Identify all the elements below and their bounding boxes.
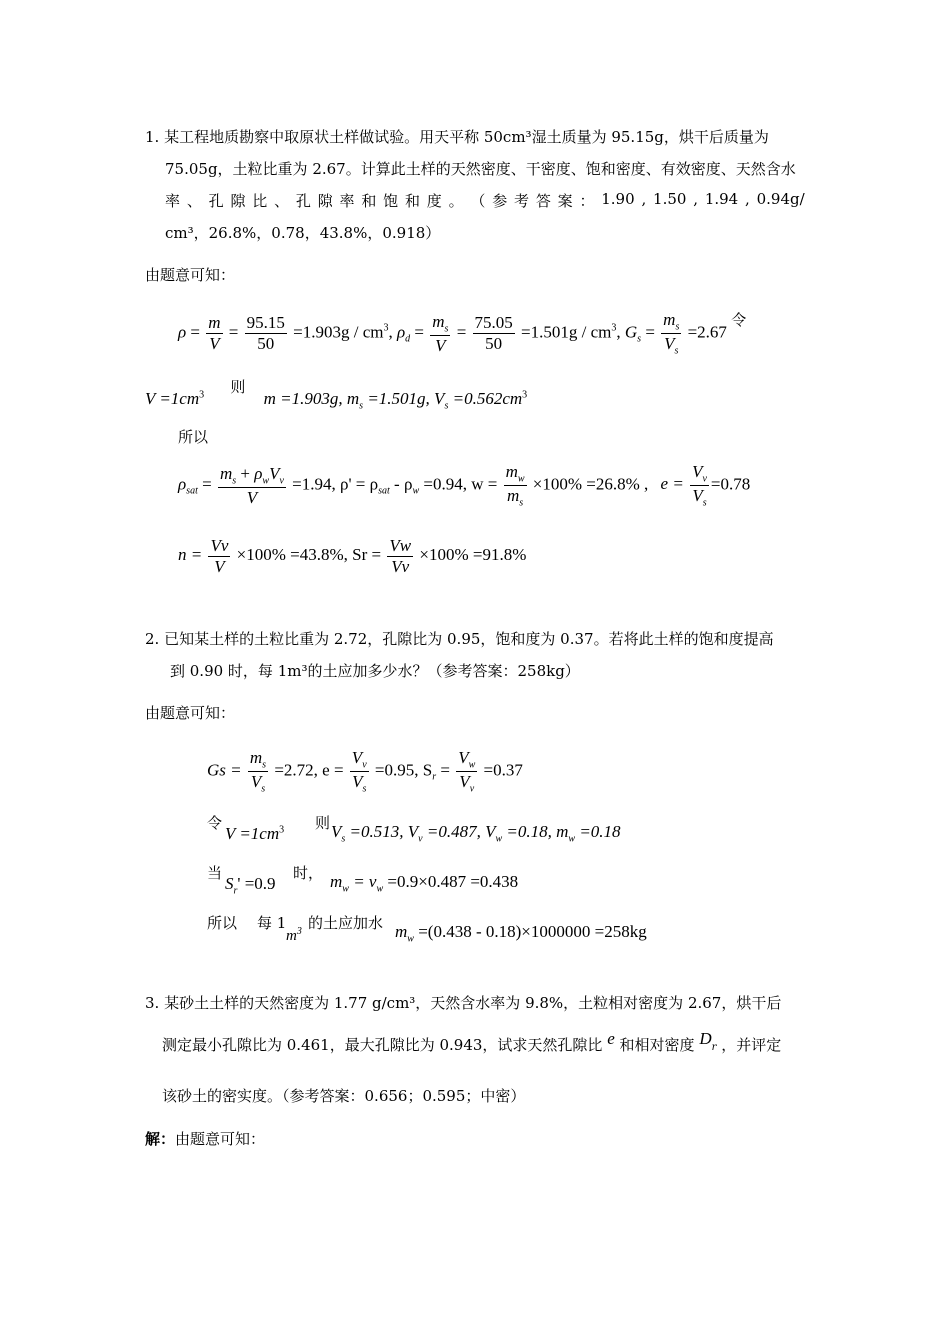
- problem2-eq1: Gs = $\frac{m_s}{V_s}$ =2.72, e = $\frac{V_v}{V_s}$ =0.95, $S_r$ = $\frac{V_w}{V_v}$ =0.37: [207, 748, 523, 795]
- problem2-eq4: $m_w =(0.438 - 0.18)\times 1000000 =258kg$: [395, 922, 647, 945]
- problem2-unit: $m^3$: [286, 926, 302, 944]
- problem3-line3: 该砂土的密实度。（参考答案：0.656；0.595；中密）: [162, 1087, 526, 1105]
- problem1-eq3: $\rho_{sat}$ = $\frac{m_s + \rho_wV_v}{V}$ =1.94, $\rho' = \rho_{sat} - \rho_w =0.94$, w = $\frac{m_w}{m_s}$ ×100% =26.8% , e = $\frac{V_v}{V_s}$ =0.78: [178, 462, 751, 509]
- problem2-shi: 时，: [293, 864, 324, 882]
- problem1-line3-token: 和: [361, 192, 377, 210]
- problem1-line3-token: ：: [579, 192, 595, 210]
- problem2-mei: 每 1: [257, 914, 287, 932]
- problem1-line3-token: ,: [641, 190, 647, 208]
- problem2-eq2-rhs: $V_s =0.513$, $V_v =0.487$, $V_w =0.18$, $m_w =0.18$: [331, 822, 621, 845]
- problem1-suoyi: 所以: [178, 428, 209, 446]
- problem1-line3-token: 比: [252, 192, 268, 210]
- problem1-line3-token: 1.90: [601, 190, 635, 208]
- problem1-line3-token: 率: [165, 192, 181, 210]
- problem1-line3-token: 孔: [208, 192, 224, 210]
- problem2-line2: 到 0.90 时，每 1m³的土应加多少水？（参考答案：258kg）: [170, 662, 580, 680]
- problem2-suoyi: 所以: [207, 914, 238, 932]
- problem1-line3-token: 1.50: [653, 190, 687, 208]
- problem3-line2: 测定最小孔隙比为 0.461，最大孔隙比为 0.943，试求天然孔隙比 e 和相对密度 $D_r$ ，并评定: [162, 1029, 782, 1054]
- problem3-given: 由题意可知：: [175, 1130, 266, 1148]
- problem1-line3-token: 、: [274, 192, 290, 210]
- problem1-line2: 75.05g，土粒比重为 2.67。计算此土样的天然密度、干密度、饱和密度、有效密度、天然含水: [165, 160, 796, 178]
- problem3-solution: [145, 1128, 265, 1149]
- problem1-line1: 1. 某工程地质勘察中取原状土样做试验。用天平称 50cm³湿土质量为 95.15g，烘干后质量为: [145, 128, 769, 146]
- problem2-eq3-lhs: $S_r' =0.9$: [225, 874, 276, 897]
- problem2-line1: 2. 已知某土样的土粒比重为 2.72，孔隙比为 0.95，饱和度为 0.37。若将此土样的饱和度提高: [145, 630, 774, 648]
- problem2-ze: 则: [315, 814, 331, 832]
- problem1-line3-token: 1.94: [704, 190, 739, 208]
- problem1-given: 由题意可知：: [145, 266, 236, 284]
- problem2-dang: 当: [207, 864, 223, 882]
- problem1-line3-token: 参: [492, 192, 508, 210]
- problem2-ling: 令: [207, 814, 223, 832]
- problem2-eq3-rhs: $m_w = v_w =0.9\times 0.487 =0.438$: [330, 872, 519, 895]
- problem3-jie: 解：: [145, 1130, 176, 1148]
- problem1-eq4: n = $\frac{Vv}{V}$ ×100% =43.8%, Sr = $\frac{Vw}{Vv}$ ×100% =91.8%: [178, 536, 527, 576]
- problem1-line4: cm³，26.8%，0.78，43.8%，0.918）: [165, 224, 441, 242]
- problem1-line3-token: 孔: [295, 192, 311, 210]
- problem2-given: 由题意可知：: [145, 704, 236, 722]
- problem1-line3-token: 和: [404, 192, 420, 210]
- problem1-line3-token: （: [470, 192, 486, 210]
- problem2-jia: 的土应加水: [308, 914, 384, 932]
- problem1-line3-token: 。: [448, 192, 464, 210]
- problem1-line3-token: 率: [339, 192, 355, 210]
- problem1-line3-token: 案: [557, 192, 573, 210]
- problem1-line3-token: 0.94g/: [756, 190, 805, 208]
- problem1-line3-token: 饱: [383, 192, 399, 210]
- problem1-line3-token: 答: [535, 192, 551, 210]
- problem1-line3-token: 考: [514, 192, 530, 210]
- problem1-line3-token: 隙: [230, 192, 246, 210]
- problem1-line3-token: ,: [745, 190, 750, 208]
- problem3-line1: 3. 某砂土土样的天然密度为 1.77 g/cm³，天然含水率为 9.8%，土粒相对密度为 2.67，烘干后: [145, 994, 782, 1012]
- problem1-eq1: ρ = $\frac{m}{V}$ = $\frac{95.15}{50}$ $=1.903g / cm^3$, $\rho_d$ = $\frac{m_s}{V}$ = $\frac{75.05}{50}$ $=1.501g / cm^3$, $G_s$ = $\frac{m_s}{V_s}$ =2.67 令: [178, 310, 747, 357]
- problem1-line3-token: ,: [693, 190, 699, 208]
- problem1-line3-token: 、: [186, 192, 202, 210]
- problem2-eq2-lhs: $V =1cm^3$: [225, 824, 285, 843]
- problem1-eq2: $V =1cm^3$ 则 m =1.903g, $m_s =1.501g$, $V_s =0.562cm^3$: [145, 380, 528, 412]
- problem1-line3-token: 隙: [317, 192, 333, 210]
- problem1-line3: [165, 190, 805, 211]
- problem1-line3-token: 度: [426, 192, 442, 210]
